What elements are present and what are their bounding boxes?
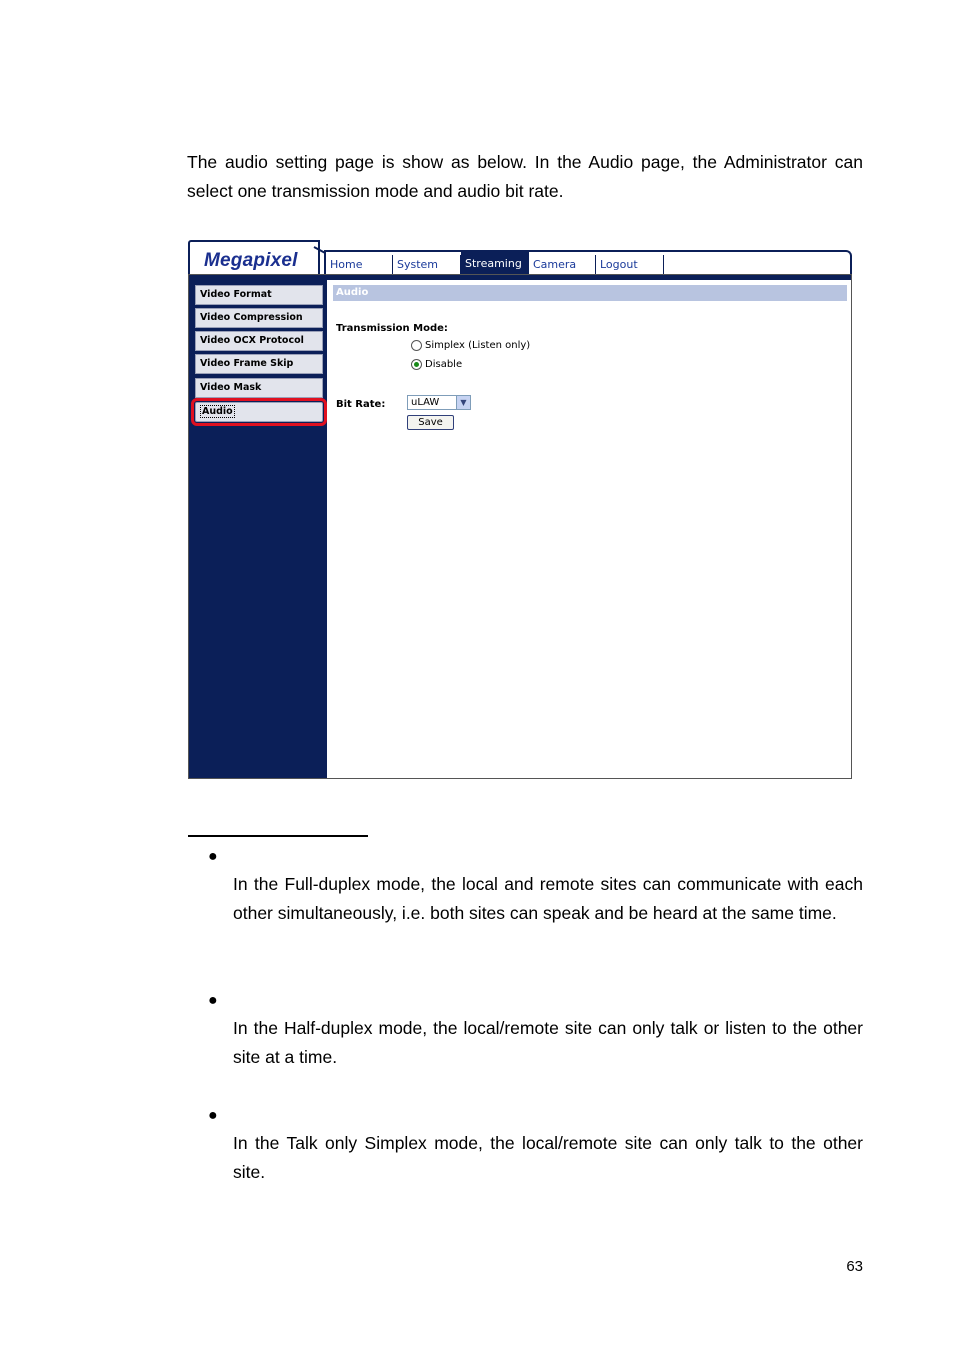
logo-tab [188, 240, 320, 274]
bullet-icon: ● [208, 1107, 218, 1124]
bit-rate-select[interactable] [407, 395, 471, 410]
page-number: 63 [846, 1258, 863, 1275]
sidebar-item-video-compression[interactable]: Video Compression [195, 308, 323, 328]
sidebar [189, 275, 327, 778]
sidebar-item-video-frame-skip[interactable]: Video Frame Skip [195, 354, 323, 374]
main-frame [188, 274, 852, 779]
nav-tab-streaming[interactable]: Streaming [461, 252, 529, 274]
bullet-icon: ● [208, 992, 218, 1009]
bullet-icon: ● [208, 848, 218, 865]
intro-paragraph: The audio setting page is show as below. In the Audio page, the Administrator can select one transmission mode and audio bit rate. [187, 152, 863, 201]
sidebar-item-audio[interactable]: Audio [195, 402, 323, 422]
simplex-paragraph: In the Talk only Simplex mode, the local/remote site can only talk to the other site. [233, 1133, 863, 1182]
bit-rate-value: uLAW [411, 397, 440, 408]
nav-tab-system[interactable]: System [393, 255, 461, 274]
frame-top-border [189, 275, 851, 280]
radio-option-disable[interactable] [411, 359, 462, 370]
sidebar-item-video-format[interactable]: Video Format [195, 285, 323, 305]
audio-settings-screenshot [188, 238, 852, 779]
radio-label-disable: Disable [425, 359, 463, 370]
audio-content [333, 285, 847, 765]
transmission-mode-label: Transmission Mode: [336, 323, 448, 334]
nav-tab-home[interactable]: Home [326, 255, 393, 274]
full-duplex-paragraph: In the Full-duplex mode, the local and remote sites can communicate with each other simultaneously, i.e. both sites can speak and be heard at the same time. [233, 874, 863, 923]
nav-tab-camera[interactable]: Camera [529, 255, 596, 274]
megapixel-logo: Megapixel [204, 250, 298, 271]
nav-tab-logout[interactable]: Logout [596, 255, 664, 274]
radio-label-simplex: Simplex (Listen only) [425, 340, 531, 351]
half-duplex-paragraph: In the Half-duplex mode, the local/remote site can only talk or listen to the other site at a time. [233, 1018, 863, 1067]
sidebar-item-video-ocx-protocol[interactable]: Video OCX Protocol [195, 331, 323, 351]
section-underline [188, 835, 368, 837]
radio-icon[interactable] [411, 340, 422, 351]
sidebar-item-video-mask[interactable]: Video Mask [195, 378, 323, 398]
top-nav-bar [324, 250, 852, 274]
section-title: Audio [333, 285, 847, 301]
radio-option-simplex[interactable] [411, 340, 530, 351]
radio-checked-icon[interactable] [411, 359, 422, 370]
bit-rate-label: Bit Rate: [336, 399, 386, 410]
chevron-down-icon[interactable]: ▼ [456, 396, 470, 409]
save-button[interactable]: Save [407, 415, 454, 430]
